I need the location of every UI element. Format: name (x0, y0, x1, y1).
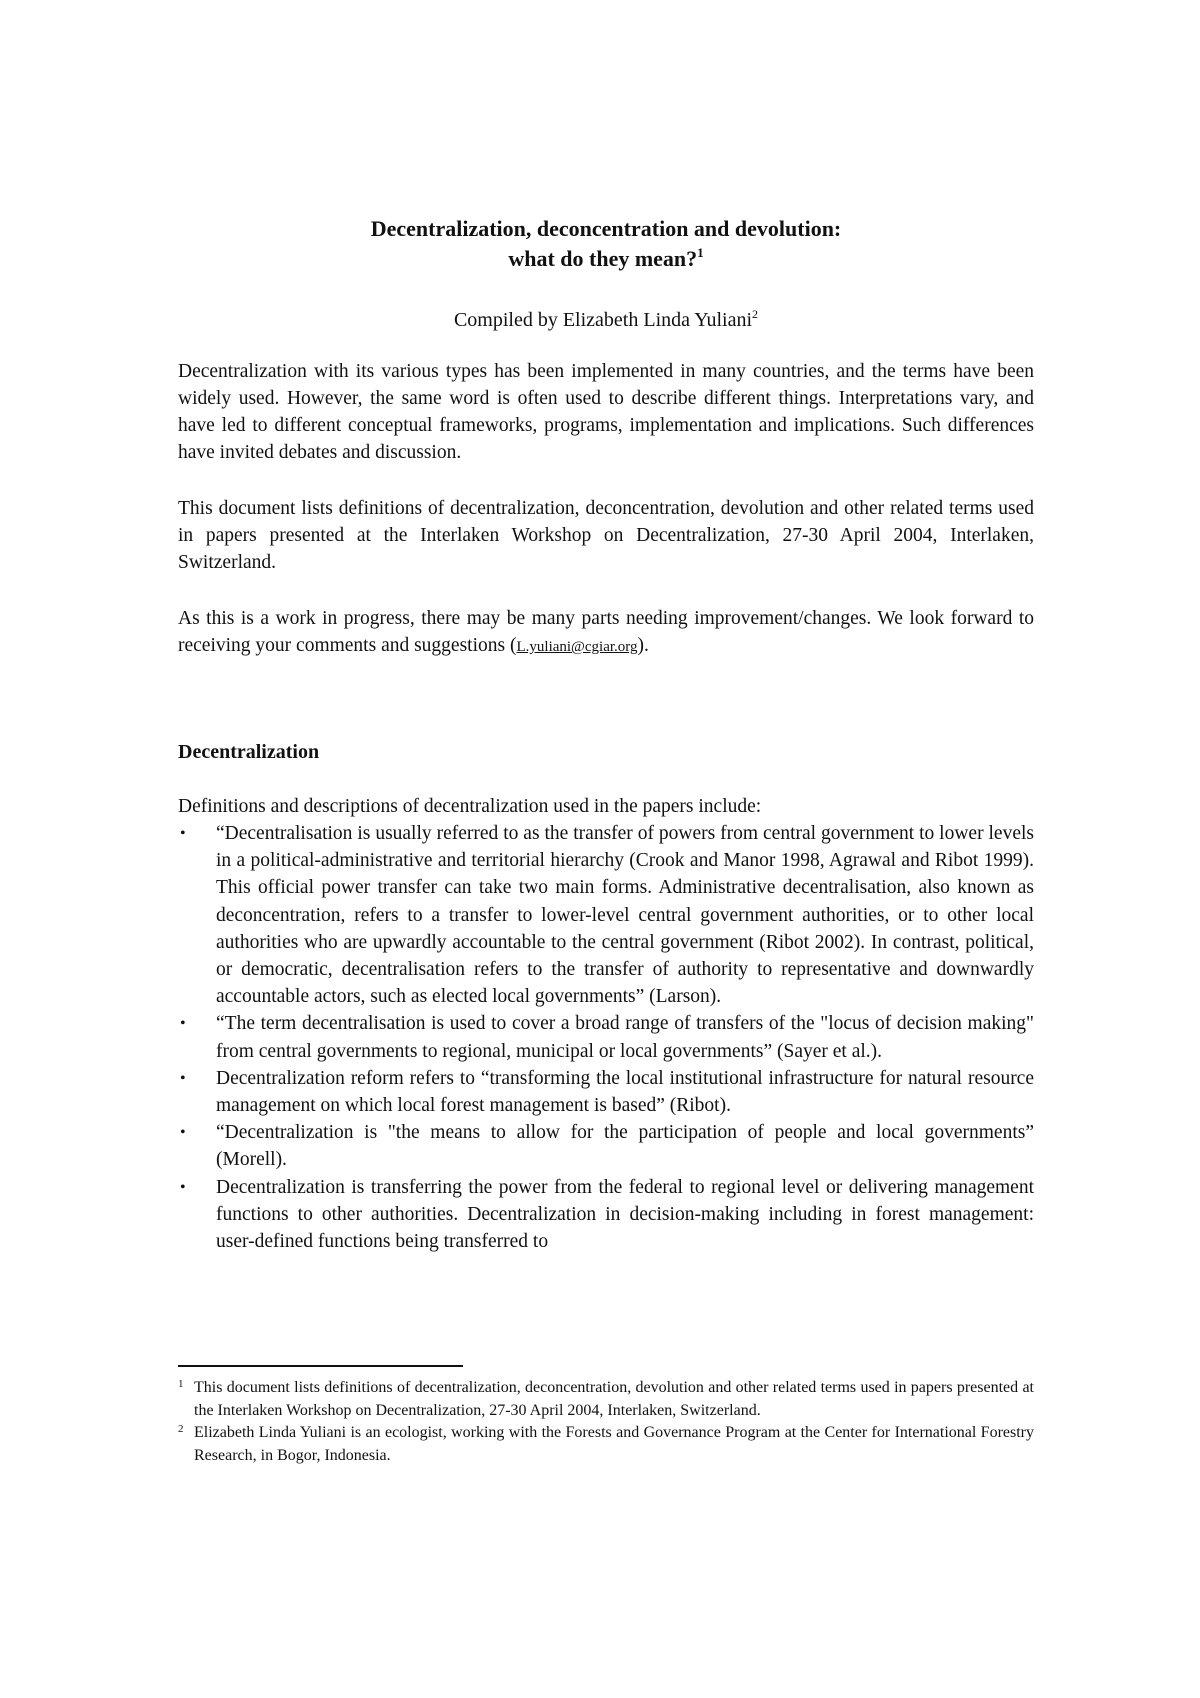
list-item-text: “The term decentralisation is used to cover a broad range of transfers of the "locus of decision making" from central governments to regional, municipal or local governments” (Sayer et al.). (216, 1013, 1034, 1062)
list-item (178, 1174, 1034, 1256)
footnote-1-text: This document lists definitions of decentralization, deconcentration, devolution and other related terms used in papers presented at the Interlaken Workshop on Decentralization, 27-30 April 2004, Interlaken, Switzerland. (194, 1379, 1034, 1419)
list-item-text: Decentralization is transferring the power from the federal to regional level or delivering management functions to other authorities. Decentralization in decision-making including in forest management: user-defined functions being transferred to (216, 1176, 1034, 1253)
byline-text: Compiled by Elizabeth Linda Yuliani (453, 309, 753, 331)
list-item-text: Decentralization reform refers to “transforming the local institutional infrastructure for natural resource management on which local forest management is based” (Ribot). (216, 1067, 1034, 1117)
footnote-2-marker: 2 (178, 1423, 184, 1435)
byline (178, 306, 1034, 334)
section-heading: Decentralization (178, 741, 320, 763)
intro-paragraph-3-text: As this is a work in progress, there may be many parts needing improvement/changes. We look forward to receiving your comments and suggestions ( (178, 608, 1034, 656)
intro-paragraph-2: This document lists definitions of decentralization, deconcentration, devolution and other related terms used in papers presented at the Interlaken Workshop on Decentralization, 27-30 April 2004, Interlaken, Switzerland. (178, 498, 1034, 573)
list-item (178, 1119, 1034, 1173)
list-item-text: “Decentralisation is usually referred to as the transfer of powers from central government to lower levels in a political-administrative and territorial hierarchy (Crook and Manor 1998, Agrawal and Ribot 1999). This official power transfer can take two main forms. Administrative decentralisation, also known as deconcentration, refers to a transfer to lower-level central government authorities, or to other local authorities who are upwardly accountable to the central government (Ribot 2002). In contrast, political, or democratic, decentralisation refers to the transfer of authority to representative and downwardly accountable actors, such as elected local governments” (Larson). (216, 823, 1034, 1008)
definitions-list (178, 820, 1034, 1255)
list-item (178, 820, 1034, 1010)
footnote-1-marker: 1 (178, 1378, 184, 1390)
bullet-marker: • (180, 1015, 186, 1033)
title-footnote-marker[interactable]: 1 (697, 245, 704, 260)
title-line-2-text: what do they mean? (508, 246, 698, 271)
intro-paragraph-1: Decentralization with its various types has been implemented in many countries, and the terms have been widely used. However, the same word is often used to describe different things. Interpretations vary, and have led to different conceptual frameworks, programs, implementation and implications. Such differences have invited debates and discussion. (178, 361, 1034, 463)
intro-paragraph-3-end: ). (637, 635, 649, 656)
footnotes (178, 1377, 1034, 1467)
contact-email-link[interactable]: L.yuliani@cgiar.org (516, 639, 638, 655)
footnote-separator (178, 1365, 463, 1367)
bullet-marker: • (180, 1069, 186, 1087)
footnote-1 (178, 1377, 1034, 1422)
footnote-2-text: Elizabeth Linda Yuliani is an ecologist, working with the Forests and Governance Program at the Center for International Forestry Research, in Bogor, Indonesia. (194, 1424, 1034, 1464)
list-item (178, 1010, 1034, 1064)
section-lead: Definitions and descriptions of decentralization used in the papers include: (178, 796, 762, 817)
byline-footnote-marker[interactable]: 2 (752, 307, 759, 321)
title-line-2 (178, 244, 1034, 274)
bullet-marker: • (180, 1124, 186, 1142)
list-item (178, 1065, 1034, 1119)
intro-paragraph-3 (178, 605, 1034, 661)
list-item-text: “Decentralization is "the means to allow for the participation of people and local governments” (Morell). (216, 1122, 1034, 1171)
document-title (178, 214, 1034, 274)
title-line-1: Decentralization, deconcentration and devolution: (370, 216, 842, 241)
bullet-marker: • (180, 1178, 186, 1196)
bullet-marker: • (180, 825, 186, 842)
footnote-2 (178, 1422, 1034, 1467)
